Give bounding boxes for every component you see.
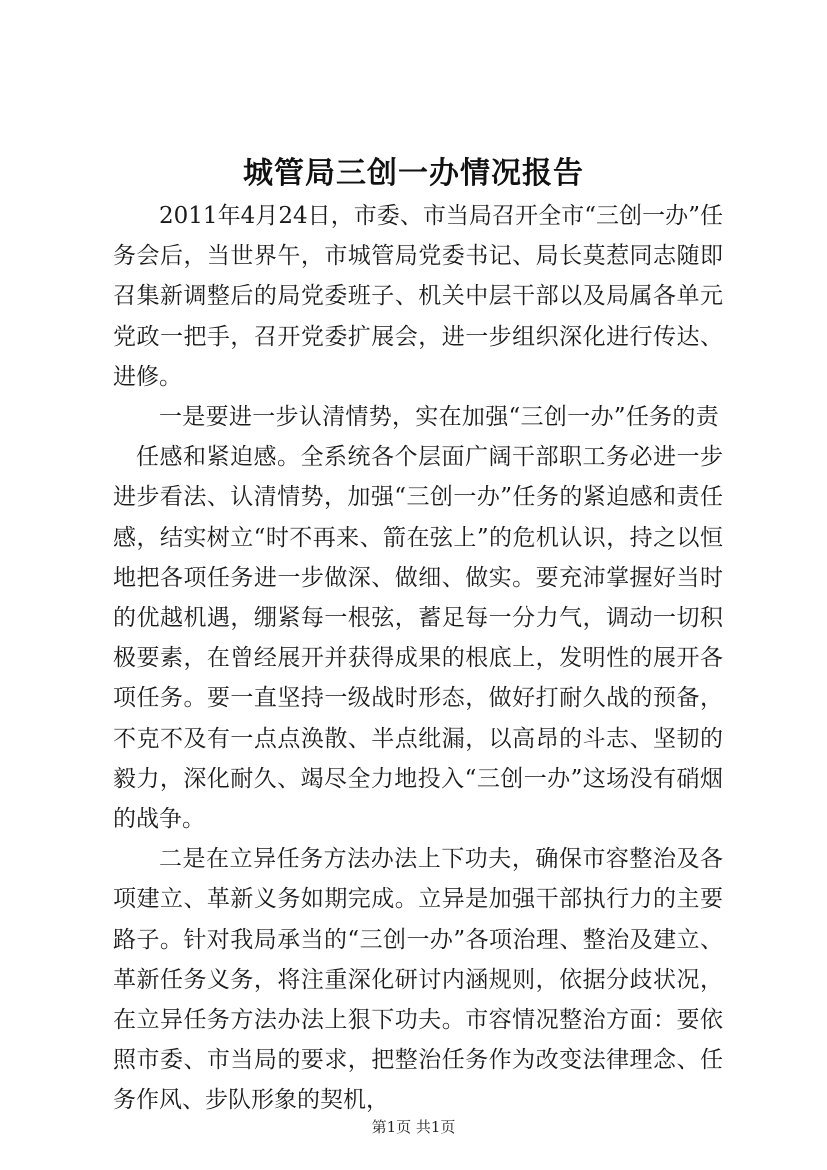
document-body xyxy=(113,196,723,1121)
paragraph-3: 二是在立异任务方法办法上下功夫，确保市容整治及各项建立、革新义务如期完成。立异是加强干部执行力的主要路子。针对我局承当的“三创一办”各项治理、整治及建立、革新任务义务，将注重深化研讨内涵规则，依据分歧状况，在立异任务方法办法上狠下功夫。市容情况整治方面：要依照市委、市当局的要求，把整治任务作为改变法律理念、任务作风、步队形象的契机， xyxy=(113,846,723,1114)
paragraph-2-body: 任感和紧迫感。全系统各个层面广阔干部职工务必进一步进步看法、认清情势，加强“三创一办”任务的紧迫感和责任感，结实树立“时不再来、箭在弦上”的危机认识，持之以恒地把各项任务进一步做深、做细、做实。要充沛掌握好当时的优越机遇，绷紧每一根弦，蓄足每一分力气，调动一切积极要素，在曾经展开并获得成果的根底上，发明性的展开各项任务。要一直坚持一级战时形态，做好打耐久战的预备，不克不及有一点点涣散、半点纰漏，以高昂的斗志、坚韧的毅力，深化耐久、竭尽全力地投入“三创一办”这场没有硝烟的战争。 xyxy=(113,444,723,833)
document-title: 城管局三创一办情况报告 xyxy=(243,156,584,191)
paragraph-1: 2011年4月24日，市委、市当局召开全市“三创一办”任务会后，当世界午，市城管局党委书记、局长莫惹同志随即召集新调整后的局党委班子、机关中层干部以及局属各单元党政一把手，召开党委扩展会，进一步组织深化进行传达、进修。 xyxy=(113,203,723,390)
page-number-footer: 第1页 共1页 xyxy=(371,1118,456,1136)
paragraph-2-heading: 一是要进一步认清情势，实在加强“三创一办”任务的责 xyxy=(159,404,720,431)
